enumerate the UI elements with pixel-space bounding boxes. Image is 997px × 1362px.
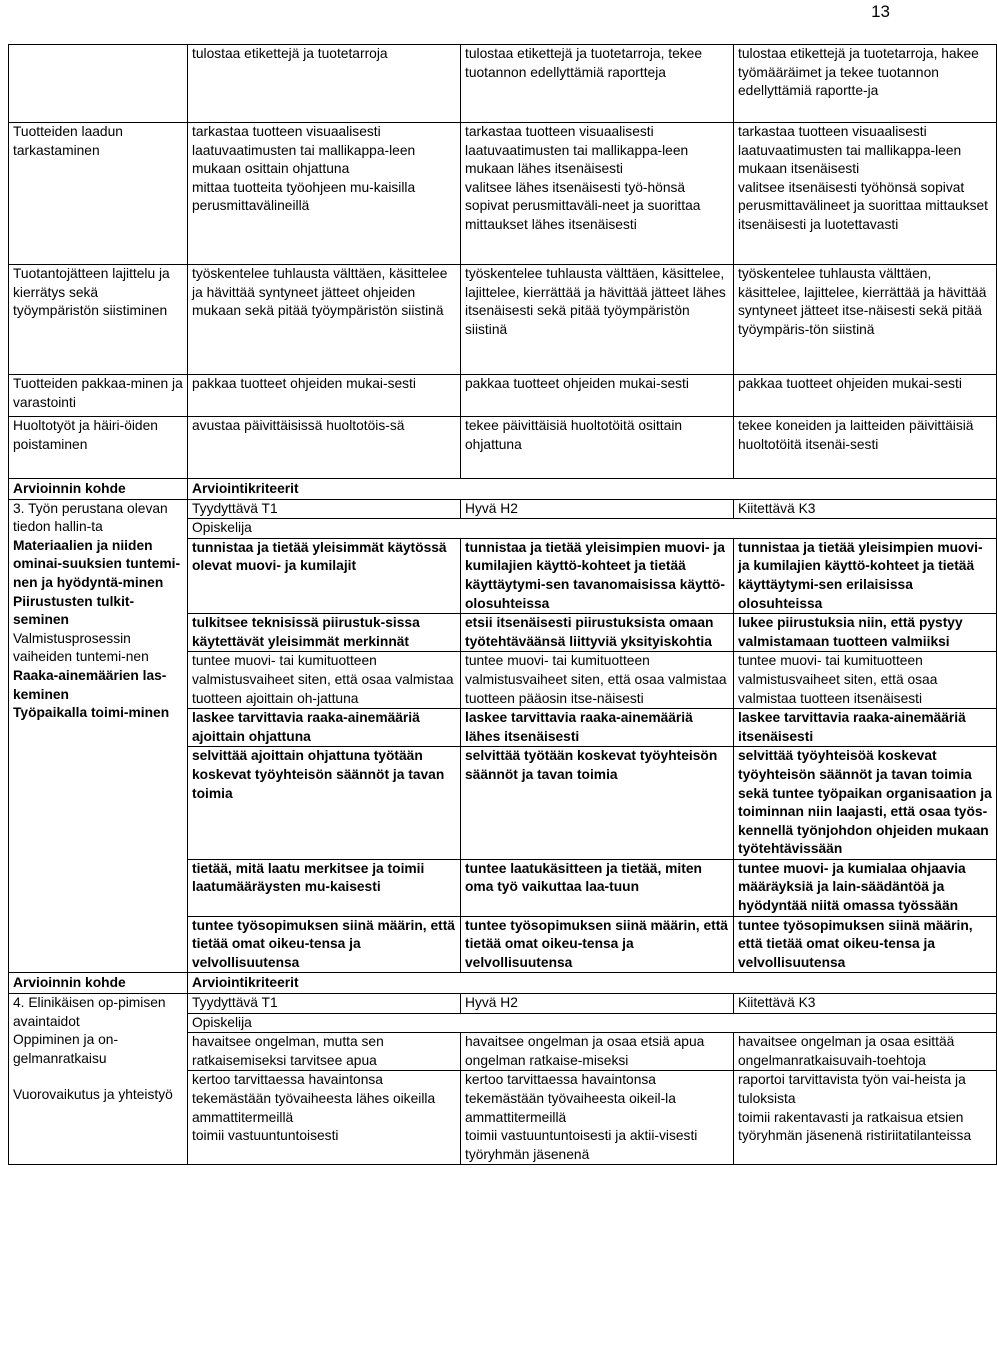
h2-criterion: kertoo tarvittaessa havaintonsa tekemästään työvaiheesta oikeil-la ammattitermeillä <box>465 1072 676 1125</box>
h2-criterion: tekee päivittäisiä huoltotöitä osittain ohjattuna <box>465 418 683 452</box>
header-label: Arvioinnin kohde <box>9 479 188 500</box>
t1-criterion: laskee tarvittavia raaka-ainemääriä ajoittain ohjattuna <box>188 709 461 747</box>
section-cell <box>9 499 188 973</box>
t1-criterion: kertoo tarvittaessa havaintonsa tekemästään työvaiheesta lähes oikeilla ammattitermeillä <box>192 1072 436 1125</box>
row-label: Materiaalien ja niiden ominai-suuksien tuntemi-nen ja hyödyntä-minen <box>13 537 181 590</box>
level-h2: Hyvä H2 <box>461 994 734 1014</box>
t1-criterion: mittaa tuotteita työohjeen mu-kaisilla perusmittavälineillä <box>192 179 416 214</box>
h2-criterion: etsii itsenäisesti piirustuksista omaan työtehtäväänsä liittyviä yksityiskohtia <box>461 614 734 652</box>
criteria-row <box>9 265 997 375</box>
t1-criterion: tuntee työsopimuksen siinä määrin, että tietää omat oikeu-tensa ja velvollisuutensa <box>188 916 461 973</box>
k3-criterion: tuntee muovi- tai kumituotteen valmistusvaiheet siten, että osaa valmistaa tuotteen itsenäisesti <box>734 652 997 709</box>
h2-criterion: toimii vastuuntuntoisesti ja aktii-visesti työryhmän jäsenenä <box>465 1128 698 1162</box>
header-value: Arviointikriteerit <box>188 973 997 994</box>
k3-criterion: lukee piirustuksia niin, että pystyy valmistamaan tuotteen valmiiksi <box>734 614 997 652</box>
row-label: Huoltotyöt ja häiri-öiden poistaminen <box>9 417 188 479</box>
h2-criterion: tunnistaa ja tietää yleisimpien muovi- ja kumilajien käyttö-kohteet ja tietää käyttäytymi-sen tavanomaisissa käyttö-olosuhteissa <box>461 538 734 613</box>
k3-criterion: selvittää työyhteisöä koskevat työyhteisön säännöt ja tavan toimia sekä tuntee työpaikan organisaation ja toiminnan niin laajasti, että osaa työs-kennellä työnjohdon ohjeiden mukaan työtehtävissään <box>734 747 997 860</box>
section-cell <box>9 994 188 1165</box>
row-label: Tuotteiden pakkaa-minen ja varastointi <box>9 375 188 417</box>
t1-criterion: tarkastaa tuotteen visuaalisesti laatuvaatimusten tai mallikappa-leen mukaan osittain ohjattuna <box>192 124 416 177</box>
criteria-row <box>9 123 997 265</box>
levels-row <box>9 994 997 1014</box>
h2-criterion: havaitsee ongelman ja osaa etsiä apua ongelman ratkaise-miseksi <box>465 1034 705 1068</box>
row-label: Piirustusten tulkit-seminen <box>13 593 135 628</box>
h2-criterion: työskentelee tuhlausta välttäen, käsittelee, lajittelee, kierrättää ja hävittää jätteet lähes itsenäisesti sekä pitää työympäristön siistinä <box>465 266 726 337</box>
row-label: Tuotantojätteen lajittelu ja kierrätys sekä työympäristön siistiminen <box>9 265 188 375</box>
t1-criterion: havaitsee ongelman, mutta sen ratkaisemiseksi tarvitsee apua <box>192 1034 384 1068</box>
criteria-row <box>9 375 997 417</box>
level-k3: Kiitettävä K3 <box>734 499 997 519</box>
t1-criterion: työskentelee tuhlausta välttäen, käsittelee ja hävittää syntyneet jätteet ohjeiden mukaan sekä pitää työympäristön siistinä <box>192 266 448 319</box>
header-label: Arvioinnin kohde <box>9 973 188 994</box>
h2-criterion: tulostaa etikettejä ja tuotetarroja, tekee tuotannon edellyttämiä raportteja <box>465 46 702 80</box>
t1-criterion: toimii vastuuntuntoisesti <box>192 1128 339 1144</box>
row-label: Työpaikalla toimi-minen <box>13 705 170 721</box>
t1-criterion: avustaa päivittäisissä huoltotöis-sä <box>192 418 405 433</box>
row-label: Valmistusprosessin vaiheiden tuntemi-nen <box>13 630 149 665</box>
h2-criterion: tuntee muovi- tai kumituotteen valmistusvaiheet siten, että osaa valmistaa tuotteen pääosin itse-näisesti <box>461 652 734 709</box>
h2-criterion: laskee tarvittavia raaka-ainemääriä lähes itsenäisesti <box>461 709 734 747</box>
k3-criterion: raportoi tarvittavista työn vai-heista ja tuloksista <box>738 1072 966 1106</box>
k3-criterion: tuntee muovi- ja kumialaa ohjaavia määräyksiä ja lain-säädäntöä ja hyödyntää niitä omassa työssään <box>734 859 997 916</box>
t1-criterion: tietää, mitä laatu merkitsee ja toimii laatumääräysten mu-kaisesti <box>188 859 461 916</box>
row-label: Oppiminen ja on-gelmanratkaisu <box>13 1032 119 1066</box>
k3-criterion: laskee tarvittavia raaka-ainemääriä itsenäisesti <box>734 709 997 747</box>
k3-criterion: pakkaa tuotteet ohjeiden mukai-sesti <box>738 376 962 391</box>
k3-criterion: työskentelee tuhlausta välttäen, käsittelee, lajittelee, kierrättää ja hävittää syntyneet jätteet itse-näisesti sekä pitää työympäris-tön siistinä <box>738 266 987 337</box>
section-title: 4. Elinikäisen op-pimisen avaintaidot <box>13 995 166 1029</box>
header-value: Arviointikriteerit <box>188 479 997 500</box>
k3-criterion: tekee koneiden ja laitteiden päivittäisiä huoltotöitä itsenäi-sesti <box>738 418 974 452</box>
row-label <box>9 45 188 123</box>
criteria-row <box>9 45 997 123</box>
level-t1: Tyydyttävä T1 <box>188 994 461 1014</box>
level-k3: Kiitettävä K3 <box>734 994 997 1014</box>
t1-criterion: selvittää ajoittain ohjattuna työtään koskevat työyhteisön säännöt ja tavan toimia <box>188 747 461 860</box>
k3-criterion: valitsee itsenäisesti työhönsä sopivat perusmittavälineet ja suorittaa mittaukset itsenäisesti ja luotettavasti <box>738 179 988 232</box>
h2-criterion: selvittää työtään koskevat työyhteisön säännöt ja tavan toimia <box>461 747 734 860</box>
h2-criterion: valitsee lähes itsenäisesti työ-hönsä sopivat perusmittaväli-neet ja suorittaa mittaukset lähes itsenäisesti <box>465 179 701 232</box>
criteria-row <box>9 417 997 479</box>
section-title: 3. Työn perustana olevan tiedon hallin-ta <box>13 500 168 535</box>
k3-criterion: toimii rakentavasti ja ratkaisua etsien työryhmän jäsenenä ristiriitatilanteissa <box>738 1109 972 1144</box>
h2-criterion: pakkaa tuotteet ohjeiden mukai-sesti <box>465 376 689 391</box>
subject: Opiskelija <box>188 1013 997 1033</box>
row-label: Raaka-ainemäärien las-keminen <box>13 667 167 702</box>
t1-criterion: tuntee muovi- tai kumituotteen valmistusvaiheet siten, että osaa valmistaa tuotteen ajoittain oh-jattuna <box>188 652 461 709</box>
header-row <box>9 973 997 994</box>
block-1 <box>9 45 997 479</box>
k3-criterion: havaitsee ongelman ja osaa esittää ongelmanratkaisuvaih-toehtoja <box>738 1034 955 1068</box>
subject: Opiskelija <box>188 519 997 539</box>
block-3 <box>9 973 997 1165</box>
levels-row <box>9 499 997 519</box>
h2-criterion: tuntee laatukäsitteen ja tietää, miten oma työ vaikuttaa laa-tuun <box>461 859 734 916</box>
k3-criterion: tulostaa etikettejä ja tuotetarroja, hakee työmääräimet ja tekee tuotannon edellyttämiä raportte-ja <box>738 46 979 99</box>
level-t1: Tyydyttävä T1 <box>188 499 461 519</box>
t1-criterion: pakkaa tuotteet ohjeiden mukai-sesti <box>192 376 416 391</box>
level-h2: Hyvä H2 <box>461 499 734 519</box>
row-label: Vuorovaikutus ja yhteistyö <box>13 1087 173 1103</box>
block-2 <box>9 479 997 973</box>
t1-criterion: tulostaa etikettejä ja tuotetarroja <box>192 46 388 61</box>
header-row <box>9 479 997 500</box>
row-label: Tuotteiden laadun tarkastaminen <box>9 123 188 265</box>
t1-criterion: tulkitsee teknisissä piirustuk-sissa käytettävät yleisimmät merkinnät <box>188 614 461 652</box>
t1-criterion: tunnistaa ja tietää yleisimmät käytössä olevat muovi- ja kumilajit <box>188 538 461 613</box>
k3-criterion: tarkastaa tuotteen visuaalisesti laatuvaatimusten tai mallikappa-leen mukaan itsenäisesti <box>738 124 962 177</box>
page-number: 13 <box>871 2 890 21</box>
assessment-table <box>8 44 997 1165</box>
k3-criterion: tuntee työsopimuksen siinä määrin, että tietää omat oikeu-tensa ja velvollisuutensa <box>734 916 997 973</box>
k3-criterion: tunnistaa ja tietää yleisimpien muovi- ja kumilajien käyttö-kohteet ja tietää käyttäytymi-sen erilaisissa olosuhteissa <box>734 538 997 613</box>
h2-criterion: tarkastaa tuotteen visuaalisesti laatuvaatimusten tai mallikappa-leen mukaan lähes itsenäisesti <box>465 124 689 177</box>
h2-criterion: tuntee työsopimuksen siinä määrin, että tietää omat oikeu-tensa ja velvollisuutensa <box>461 916 734 973</box>
